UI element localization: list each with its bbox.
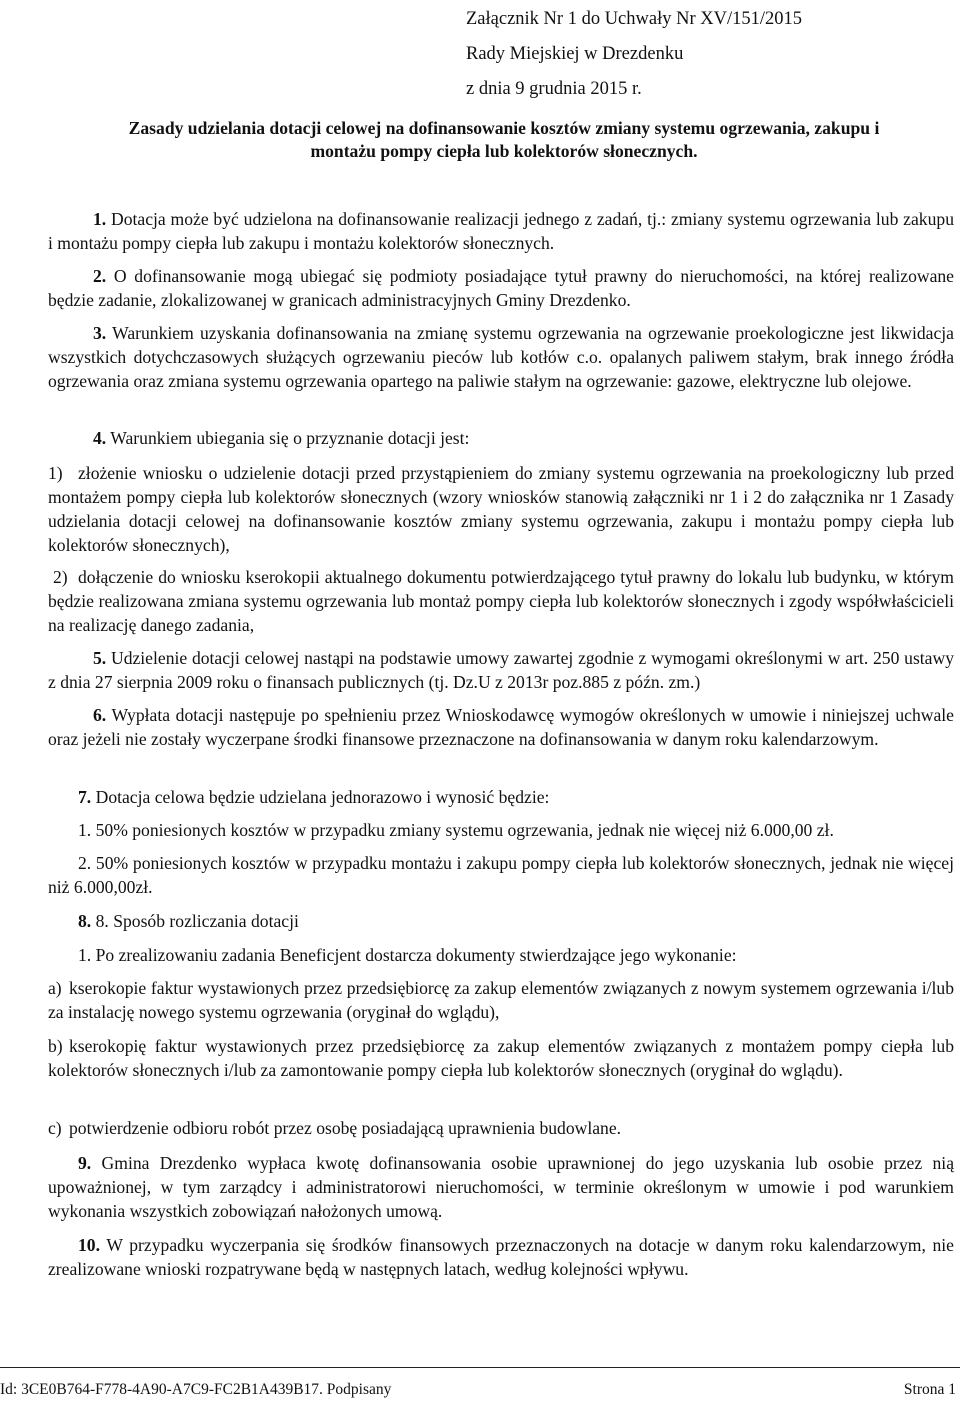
section-6: [48, 703, 954, 751]
section-4-number: 4.: [93, 428, 107, 448]
header-date-line: z dnia 9 grudnia 2015 r.: [466, 79, 642, 99]
section-4-item-1: [48, 461, 954, 557]
section-7-point-1: [48, 818, 954, 842]
section-10-number: 10.: [78, 1235, 100, 1255]
section-5-text: Udzielenie dotacji celowej nastąpi na podstawie umowy zawartej zgodnie z wymogami określonymi w art. 250 ustawy z dnia 27 sierpnia 2009 roku o finansach publicznych (tj. Dz.U z 2013r poz.885 z późn. zm.): [48, 648, 954, 692]
title-line-1: Zasady udzielania dotacji celowej na dofinansowanie kosztów zmiany systemu ogrzewania, zakupu i: [128, 118, 880, 138]
section-10-text: W przypadku wyczerpania się środków finansowych przeznaczonych na dotacje w danym roku kalendarzowym, nie zrealizowane wnioski rozpatrywane będą w następnych latach, według kolejności wpływu.: [48, 1235, 954, 1279]
section-7-point-2: [48, 851, 954, 899]
section-3: [48, 321, 954, 393]
section-8-number: 8.: [78, 911, 92, 931]
section-8: [48, 909, 954, 933]
section-8-point-1: [48, 943, 954, 967]
section-10: [48, 1233, 954, 1281]
section-4-item-2: [48, 565, 954, 637]
section-2-number: 2.: [93, 266, 107, 286]
section-3-number: 3.: [93, 323, 107, 343]
footer-divider: [0, 1367, 960, 1368]
section-7-number: 7.: [78, 787, 92, 807]
point-text: 1. 50% poniesionych kosztów w przypadku zmiany systemu ogrzewania, jednak nie więcej niż 6.000,00 zł.: [78, 820, 834, 840]
item-label: 2): [53, 567, 68, 587]
section-1-number: 1.: [93, 209, 107, 229]
section-8-item-c: [48, 1116, 954, 1140]
section-9-number: 9.: [78, 1153, 92, 1173]
section-9-text: Gmina Drezdenko wypłaca kwotę dofinansowania osobie uprawnionej do jego uzyskania lub osobie przez nią upoważnionej, w tym zarządcy i administratorowi nieruchomości, w terminie określonym w umowie i pod warunkiem wykonania wszystkich zobowiązań nałożonych umową.: [48, 1153, 955, 1221]
footer-page-number: Strona 1: [903, 1381, 956, 1398]
document-header: [466, 2, 802, 107]
section-2-text: O dofinansowanie mogą ubiegać się podmioty posiadające tytuł prawny do nieruchomości, na której realizowane będzie zadanie, zlokalizowanej w granicach administracyjnych Gminy Drezdenko.: [48, 266, 954, 310]
footer-document-id: Id: 3CE0B764-F778-4A90-A7C9-FC2B1A439B17. Podpisany: [0, 1381, 392, 1398]
section-1: [48, 207, 954, 255]
item-text: kserokopię faktur wystawionych przez przedsiębiorcę za zakup elementów związanych z montażem pompy ciepła lub kolektorów słonecznych i/lub za zamontowanie pompy ciepła lub kolektorów słonecznych (oryginał do wglądu).: [48, 1036, 954, 1080]
header-council-line: Rady Miejskiej w Drezdenku: [466, 44, 684, 64]
item-text: kserokopie faktur wystawionych przez przedsiębiorcę za zakup elementów związanych z nowym systemem ogrzewania i/lub za instalację nowego systemu ogrzewania (oryginał do wglądu),: [48, 978, 954, 1022]
section-6-number: 6.: [93, 705, 107, 725]
section-4: [48, 426, 954, 450]
section-4-text: Warunkiem ubiegania się o przyznanie dotacji jest:: [110, 428, 470, 448]
section-8-item-a: [48, 976, 954, 1024]
section-8-text: 8. Sposób rozliczania dotacji: [95, 911, 299, 931]
point-text: 2. 50% poniesionych kosztów w przypadku montażu i zakupu pompy ciepła lub kolektorów słonecznych, jednak nie więcej niż 6.000,00zł.: [48, 853, 954, 897]
section-6-text: Wypłata dotacji następuje po spełnieniu przez Wnioskodawcę wymogów określonych w umowie i niniejszej uchwale oraz jeżeli nie zostały wyczerpane środki finansowe przeznaczone na dofinansowania w danym roku kalendarzowym.: [48, 705, 954, 749]
section-5: [48, 646, 954, 694]
section-7: [48, 785, 954, 809]
item-label: a): [48, 978, 62, 998]
section-2: [48, 264, 954, 312]
section-7-text: Dotacja celowa będzie udzielana jednorazowo i wynosić będzie:: [95, 787, 550, 807]
item-text: dołączenie do wniosku kserokopii aktualnego dokumentu potwierdzającego tytuł prawny do lokalu lub budynku, w którym będzie realizowana zmiana systemu ogrzewania lub montaż pompy ciepła lub kolektorów słonecznych i zgody współwłaścicieli na realizację danego zadania,: [48, 567, 954, 635]
section-5-number: 5.: [93, 648, 107, 668]
item-text: potwierdzenie odbioru robót przez osobę posiadającą uprawnienia budowlane.: [69, 1118, 622, 1138]
item-label: 1): [48, 463, 63, 483]
section-3-text: Warunkiem uzyskania dofinansowania na zmianę systemu ogrzewania na ogrzewanie proekologiczne jest likwidacja wszystkich dotychczasowych służących ogrzewaniu pieców lub kotłów c.o. opalanych paliwem stałym, brak innego źródła ogrzewania oraz zmiana systemu ogrzewania opartego na paliwie stałym na ogrzewanie: gazowe, elektryczne lub olejowe.: [48, 323, 954, 391]
point-text: 1. Po zrealizowaniu zadania Beneficjent dostarcza dokumenty stwierdzające jego wykonanie:: [78, 945, 737, 965]
section-1-text: Dotacja może być udzielona na dofinansowanie realizacji jednego z zadań, tj.: zmiany systemu ogrzewania lub zakupu i montażu pompy ciepła lub zakupu i montażu kolektorów słonecznych.: [48, 209, 954, 253]
section-9: [48, 1151, 954, 1223]
section-8-item-b: [48, 1034, 954, 1082]
item-label: b): [48, 1036, 63, 1056]
title-line-2: montażu pompy ciepła lub kolektorów słonecznych.: [310, 141, 698, 161]
document-title: [48, 117, 960, 163]
item-label: c): [48, 1118, 62, 1138]
header-attachment-line: Załącznik Nr 1 do Uchwały Nr XV/151/2015: [466, 9, 802, 29]
item-text: złożenie wniosku o udzielenie dotacji przed przystąpieniem do zmiany systemu ogrzewania na proekologiczny lub przed montażem pompy ciepła lub kolektorów słonecznych (wzory wniosków stanowią załączniki nr 1 i 2 do załącznika nr 1 Zasady udzielania dotacji celowej na dofinansowanie kosztów zmiany systemu ogrzewania, zakupu i montażu pompy ciepła lub kolektorów słonecznych),: [48, 463, 954, 555]
